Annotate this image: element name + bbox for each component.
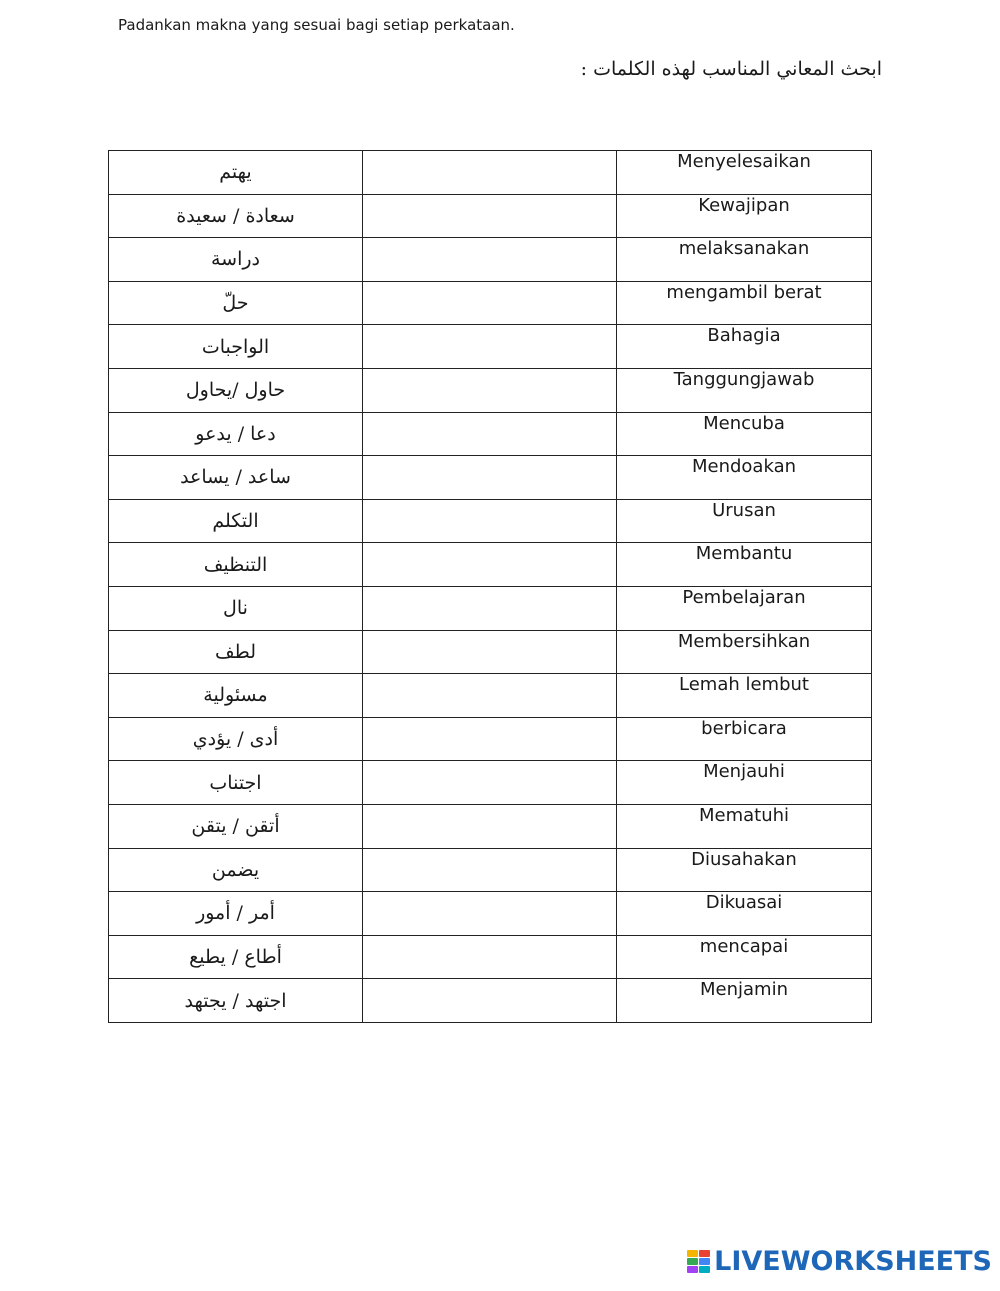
answer-cell[interactable] [363,456,617,500]
answer-cell[interactable] [363,325,617,369]
arabic-word: مسئولية [109,674,363,718]
table-row [109,848,872,892]
arabic-word: أمر / أمور [109,892,363,936]
malay-meaning: Mematuhi [617,804,872,848]
malay-meaning: Diusahakan [617,848,872,892]
arabic-word: سعادة / سعيدة [109,194,363,238]
logo-square [687,1258,698,1265]
malay-meaning: Tanggungjawab [617,368,872,412]
malay-meaning: Mencuba [617,412,872,456]
arabic-word: حلّ [109,281,363,325]
table-row [109,804,872,848]
answer-cell[interactable] [363,499,617,543]
malay-meaning: Membantu [617,543,872,587]
instruction-malay: Padankan makna yang sesuai bagi setiap perkataan. [118,16,515,34]
logo-square [699,1266,710,1273]
table-row [109,979,872,1023]
logo-square [687,1266,698,1273]
answer-cell[interactable] [363,674,617,718]
answer-cell[interactable] [363,412,617,456]
answer-cell[interactable] [363,804,617,848]
arabic-word: يضمن [109,848,363,892]
answer-cell[interactable] [363,543,617,587]
table-row [109,499,872,543]
malay-meaning: Menjamin [617,979,872,1023]
answer-cell[interactable] [363,151,617,195]
table-row [109,238,872,282]
arabic-word: أتقن / يتقن [109,804,363,848]
logo-text: LIVEWORKSHEETS [714,1246,992,1277]
table-row [109,194,872,238]
table-row [109,674,872,718]
arabic-word: دعا / يدعو [109,412,363,456]
matching-table [108,150,872,1023]
malay-meaning: berbicara [617,717,872,761]
table-row [109,543,872,587]
arabic-word: يهتم [109,151,363,195]
answer-cell[interactable] [363,717,617,761]
malay-meaning: mencapai [617,935,872,979]
malay-meaning: Mendoakan [617,456,872,500]
arabic-word: أدى / يؤدي [109,717,363,761]
arabic-word: دراسة [109,238,363,282]
answer-cell[interactable] [363,586,617,630]
answer-cell[interactable] [363,935,617,979]
table-row [109,717,872,761]
arabic-word: أطاع / يطيع [109,935,363,979]
malay-meaning: Menyelesaikan [617,151,872,195]
malay-meaning: Kewajipan [617,194,872,238]
malay-meaning: Dikuasai [617,892,872,936]
answer-cell[interactable] [363,761,617,805]
malay-meaning: Bahagia [617,325,872,369]
answer-cell[interactable] [363,368,617,412]
arabic-word: نال [109,586,363,630]
arabic-word: الواجبات [109,325,363,369]
malay-meaning: Lemah lembut [617,674,872,718]
answer-cell[interactable] [363,630,617,674]
malay-meaning: Menjauhi [617,761,872,805]
malay-meaning: Pembelajaran [617,586,872,630]
malay-meaning: melaksanakan [617,238,872,282]
arabic-word: حاول /يحاول [109,368,363,412]
table-row [109,368,872,412]
malay-meaning: Urusan [617,499,872,543]
answer-cell[interactable] [363,238,617,282]
table-row [109,151,872,195]
liveworksheets-logo [687,1246,992,1277]
answer-cell[interactable] [363,848,617,892]
logo-square [687,1250,698,1257]
arabic-word: لطف [109,630,363,674]
arabic-word: التكلم [109,499,363,543]
malay-meaning: Membersihkan [617,630,872,674]
malay-meaning: mengambil berat [617,281,872,325]
instruction-arabic: ابحث المعاني المناسب لهذه الكلمات : [580,58,882,80]
arabic-word: اجتناب [109,761,363,805]
answer-cell[interactable] [363,892,617,936]
table-row [109,935,872,979]
answer-cell[interactable] [363,281,617,325]
table-row [109,586,872,630]
table-row [109,325,872,369]
table-row [109,456,872,500]
logo-square [699,1250,710,1257]
table-row [109,412,872,456]
liveworksheets-logo-icon [687,1250,710,1273]
arabic-word: التنظيف [109,543,363,587]
answer-cell[interactable] [363,194,617,238]
arabic-word: ساعد / يساعد [109,456,363,500]
arabic-word: اجتهد / يجتهد [109,979,363,1023]
table-row [109,892,872,936]
answer-cell[interactable] [363,979,617,1023]
table-row [109,630,872,674]
table-row [109,281,872,325]
table-row [109,761,872,805]
logo-square [699,1258,710,1265]
